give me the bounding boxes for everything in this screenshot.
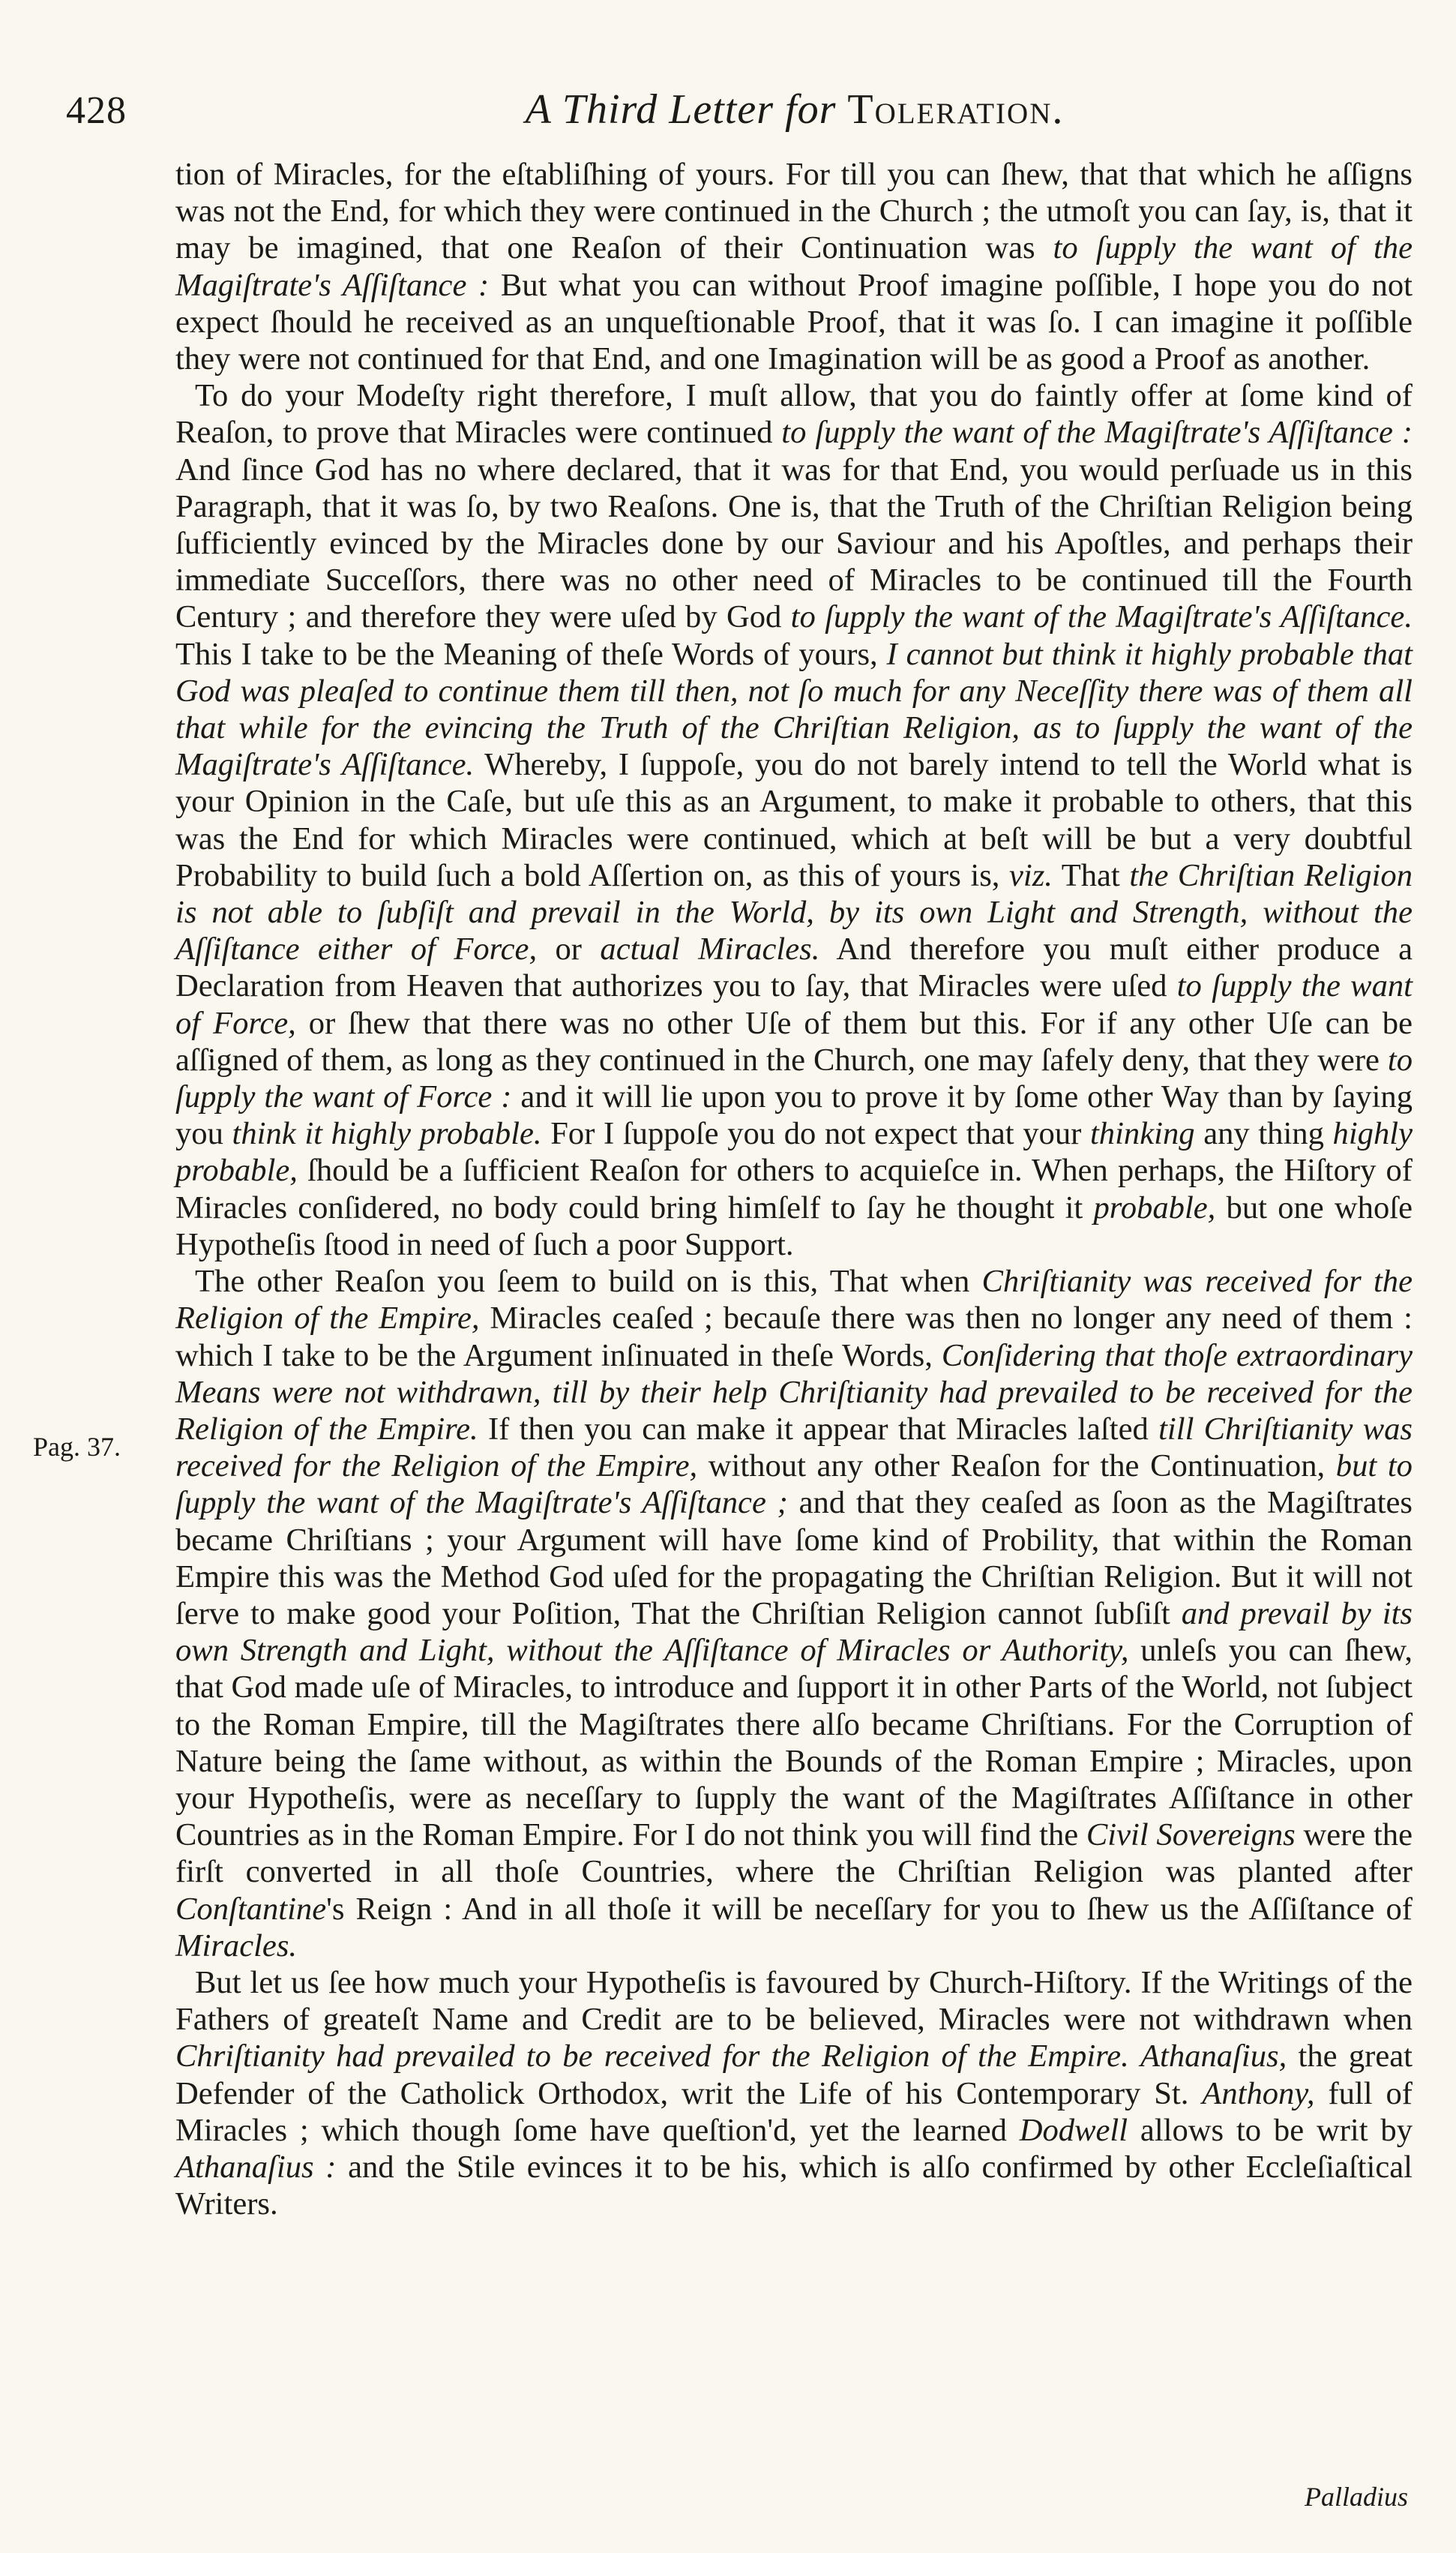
- text-run: unleſs you can ſhew, that God made uſe of Miracles, to introduce and ſupport it in other Parts of the World, not ſubject to the Roman Empire, till the Magiſtrates there alſo became Chriſtians. For the Corruption of Nature being the ſame without, as within the Bounds of the Roman Empire ; Miracles, upon your Hypotheſis, were as neceſſary to ſupply the want of the Magiſtrates Aſſiſtance in other Countries as in the Roman Empire. For I do not think you will find the: [175, 1633, 1413, 1853]
- text-run: For I ſuppoſe you do not expect that your: [541, 1116, 1090, 1152]
- running-head: [420, 86, 1170, 134]
- page-number: 428: [66, 89, 127, 132]
- italic-run: to ſupply the want of the Magiſtrate's Aſſiſtance.: [790, 599, 1413, 635]
- text-run: and it will lie upon you to prove it by ſome other Way than by ſaying you: [175, 1079, 1413, 1152]
- italic-run: to ſupply the want of the Magiſtrate's Aſſiſtance :: [175, 230, 1413, 303]
- catchword: Palladius: [1304, 2482, 1408, 2512]
- text-run: Whereby, I ſuppoſe, you do not barely intend to tell the World what is your Opinion in the Caſe, but uſe this as an Argument, to make it probable to others, that this was the End for which Miracles were continued, which at beſt will be but a very doubtful Probability to build ſuch a bold Aſſertion on, as this of yours is,: [175, 747, 1413, 893]
- text-run: ſhould be a ſufficient Reaſon for others to acquieſce in. When perhaps, the Hiſtory of Miracles conſidered, no body could bring himſelf to ſay he thought it: [175, 1153, 1413, 1226]
- paragraph: [175, 377, 1413, 1263]
- italic-run: viz.: [1008, 857, 1053, 893]
- text-run: the great Defender of the Catholick Orthodox, writ the Life of his Contemporary St.: [175, 2038, 1413, 2111]
- italic-run: highly probable,: [175, 1116, 1413, 1189]
- italic-run: think it highly probable.: [232, 1116, 542, 1152]
- text-run: 's Reign : And in all thoſe it will be neceſſary for you to ſhew us the Aſſiſtance of: [326, 1891, 1413, 1927]
- italic-run: to ſupply the want of the Magiſtrate's Aſſiſtance :: [781, 415, 1413, 451]
- italic-run: Anthony,: [1202, 2075, 1315, 2111]
- italic-run: Dodwell: [1019, 2112, 1128, 2148]
- text-run: or ſhew that there was no other Uſe of them but this. For if any other Uſe can be aſſigned of them, as long as they continued in the Church, one may ſafely deny, that they were: [175, 1005, 1413, 1078]
- text-run: but one whoſe Hypotheſis ſtood in need of ſuch a poor Support.: [175, 1190, 1413, 1262]
- text-run: But let us ſee how much your Hypotheſis is favoured by Church-Hiſtory. If the Writings of the Fathers of greateſt Name and Credit are to be believed, Miracles were not withdrawn when: [175, 1964, 1413, 2038]
- text-run: To do your Modeſty right therefore, I muſt allow, that you do faintly offer at ſome kind of Reaſon, to prove that Miracles were continued: [175, 378, 1413, 451]
- text-run: any thing: [1194, 1116, 1333, 1152]
- italic-run: Chriſtianity was received for the Religion of the Empire,: [175, 1264, 1413, 1336]
- italic-run: to ſupply the want of Force :: [175, 1042, 1413, 1115]
- text-run: But what you can without Proof imagine poſſible, I hope you do not expect ſhould he received as an unqueſtionable Proof, that it was ſo. I can imagine it poſſible they were not continued for that End, and one Imagination will be as good a Proof as another.: [175, 267, 1413, 377]
- body-text: [175, 156, 1413, 2222]
- text-run: That: [1052, 857, 1130, 893]
- paragraph: [175, 1964, 1413, 2222]
- italic-run: Conſtantine: [175, 1891, 327, 1927]
- text-run: or: [537, 932, 601, 968]
- running-head-subject: Toleration.: [847, 86, 1065, 133]
- text-run: If then you can make it appear that Miracles laſted: [478, 1411, 1159, 1447]
- italic-run: actual Miracles.: [600, 932, 820, 968]
- text-run: allows to be writ by: [1128, 2112, 1413, 2148]
- text-run: Miracles ceaſed ; becauſe there was then no longer any need of them : which I take to be the Argument inſinuated in theſe Words,: [175, 1300, 1413, 1373]
- italic-run: to ſupply the want of Force,: [175, 968, 1413, 1041]
- text-run: and that they ceaſed as ſoon as the Magiſtrates became Chriſtians ; your Argument will have ſome kind of Probility, that within the Roman Empire this was the Method God uſed for the propagating the Chriſtian Religion. But it will not ſerve to make good your Poſition, That the Chriſtian Religion cannot ſubſiſt: [175, 1485, 1413, 1631]
- paragraph: [175, 156, 1413, 377]
- paragraph: [175, 1263, 1413, 1964]
- text-run: [1129, 2038, 1140, 2074]
- italic-run: till Chriſtianity was received for the Religion of the Empire,: [175, 1411, 1413, 1484]
- italic-run: Miracles.: [175, 1928, 298, 1964]
- italic-run: Conſidering that thoſe extraordinary Means were not withdrawn, till by their help Chriſtianity had prevailed to be received for the Religion of the Empire.: [175, 1337, 1413, 1447]
- text-run: without any other Reaſon for the Continuation,: [697, 1448, 1336, 1484]
- italic-run: the Chriſtian Religion is not able to ſubſiſt and prevail in the World, by its own Light and Strength, without the Aſſiſtance either of Force,: [175, 857, 1413, 968]
- italic-run: Athanaſius :: [175, 2149, 337, 2185]
- italic-run: I cannot but think it highly probable that God was pleaſed to continue them till then, not ſo much for any Neceſſity there was of them all that while for the evincing the Truth of the Chriſtian Religion, as to ſupply the want of the Magiſtrate's Aſſiſtance.: [175, 636, 1413, 783]
- italic-run: Athanaſius,: [1140, 2038, 1287, 2074]
- italic-run: and prevail by its own Strength and Light, without the Aſſiſtance of Miracles or Authority,: [175, 1595, 1413, 1669]
- italic-run: Chriſtianity had prevailed to be received for the Religion of the Empire.: [175, 2038, 1129, 2074]
- italic-run: thinking: [1089, 1116, 1195, 1152]
- running-head-title: A Third Letter for: [525, 86, 837, 133]
- text-run: were the firſt converted in all thoſe Countries, where the Chriſtian Religion was planted after: [175, 1817, 1413, 1890]
- italic-run: Civil Sovereigns: [1086, 1817, 1296, 1853]
- margin-note: Pag. 37.: [33, 1432, 121, 1462]
- text-run: and the Stile evinces it to be his, which is alſo confirmed by other Eccleſiaſtical Writers.: [175, 2149, 1413, 2222]
- text-run: full of Miracles ; which though ſome have queſtion'd, yet the learned: [175, 2075, 1413, 2148]
- text-run: tion of Miracles, for the eſtabliſhing of yours. For till you can ſhew, that that which he aſſigns was not the End, for which they were continued in the Church ; the utmoſt you can ſay, is, that it may be imagined, that one Reaſon of their Continuation was: [175, 157, 1413, 266]
- text-run: The other Reaſon you ſeem to build on is this, That when: [195, 1264, 982, 1300]
- italic-run: but to ſupply the want of the Magiſtrate's Aſſiſtance ;: [175, 1448, 1413, 1521]
- text-run: This I take to be the Meaning of theſe Words of yours,: [175, 636, 887, 672]
- text-run: And therefore you muſt either produce a Declaration from Heaven that authorizes you to ſay, that Miracles were uſed: [175, 932, 1413, 1004]
- text-run: And ſince God has no where declared, that it was for that End, you would perſuade us in this Paragraph, that it was ſo, by two Reaſons. One is, that the Truth of the Chriſtian Religion being ſufficiently evinced by the Miracles done by our Saviour and his Apoſtles, and perhaps their immediate Succeſſors, there was no other need of Miracles to be continued till the Fourth Century ; and therefore they were uſed by God: [175, 452, 1413, 635]
- italic-run: probable,: [1093, 1190, 1216, 1226]
